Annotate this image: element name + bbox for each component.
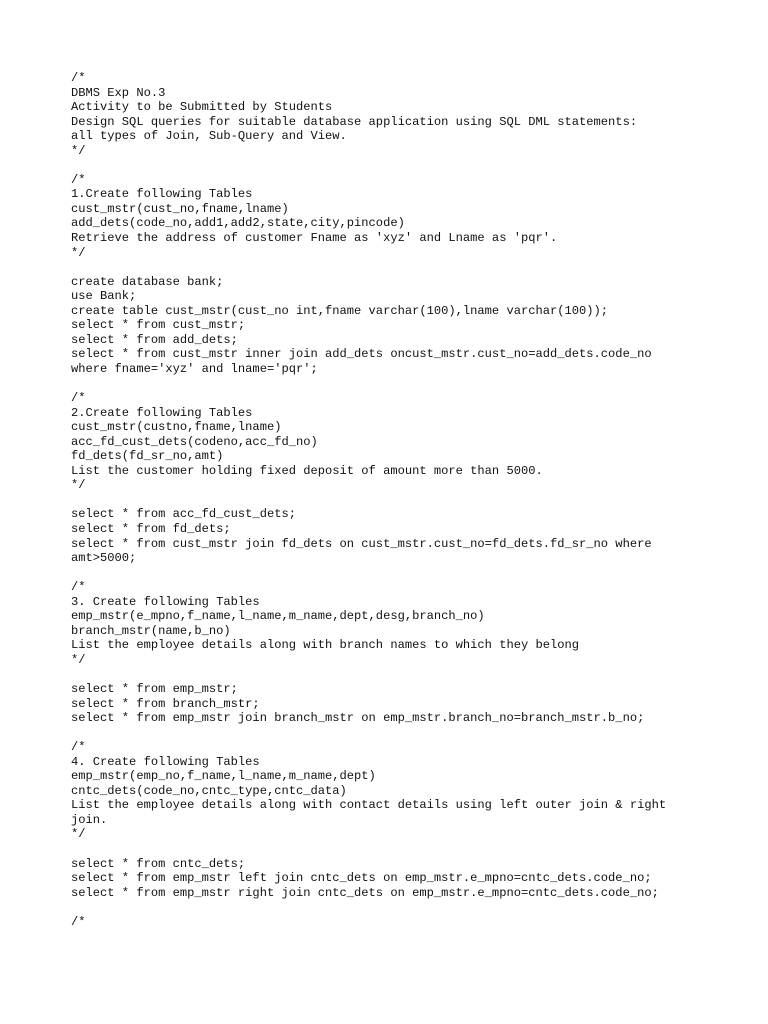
text-line: Design SQL queries for suitable database application using SQL DML statements:: [71, 114, 638, 129]
blank-line: [71, 726, 741, 741]
code-line: select * from emp_mstr right join cntc_dets on emp_mstr.e_mpno=cntc_dets.code_no;: [71, 885, 659, 900]
text-line: /*: [71, 172, 86, 187]
text-block: [71, 71, 741, 158]
text-line: join.: [71, 812, 108, 827]
text-line: 3. Create following Tables: [71, 594, 260, 609]
text-line: List the employee details along with contact details using left outer join & right: [71, 798, 667, 813]
code-line: select * from add_dets;: [71, 332, 238, 347]
text-block: [71, 391, 741, 493]
blank-line: [71, 667, 741, 682]
text-line: List the employee details along with branch names to which they belong: [71, 638, 580, 653]
code-line: use Bank;: [71, 289, 137, 304]
text-line: DBMS Exp No.3: [71, 85, 166, 100]
code-line: create table cust_mstr(cust_no int,fname varchar(100),lname varchar(100));: [71, 303, 609, 318]
text-line: /*: [71, 71, 86, 85]
code-block: [71, 857, 741, 901]
text-line: /*: [71, 391, 86, 406]
text-line: emp_mstr(emp_no,f_name,l_name,m_name,dept): [71, 769, 376, 784]
code-line: select * from cust_mstr join fd_dets on cust_mstr.cust_no=fd_dets.fd_sr_no where: [71, 536, 652, 551]
code-line: select * from cust_mstr;: [71, 318, 246, 333]
text-line: add_dets(code_no,add1,add2,state,city,pincode): [71, 216, 405, 231]
document-page: [71, 71, 741, 929]
text-block: [71, 915, 741, 930]
text-line: */: [71, 478, 86, 493]
text-line: */: [71, 827, 86, 842]
text-line: /*: [71, 740, 86, 755]
code-line: select * from cust_mstr inner join add_dets oncust_mstr.cust_no=add_dets.code_no: [71, 347, 652, 362]
text-line: List the customer holding fixed deposit of amount more than 5000.: [71, 463, 543, 478]
blank-line: [71, 493, 741, 508]
text-block: [71, 173, 741, 260]
code-line: select * from emp_mstr left join cntc_dets on emp_mstr.e_mpno=cntc_dets.code_no;: [71, 871, 652, 886]
code-block: [71, 275, 741, 377]
text-line: emp_mstr(e_mpno,f_name,l_name,m_name,dept,desg,branch_no): [71, 609, 485, 624]
blank-line: [71, 842, 741, 857]
code-block: [71, 507, 741, 565]
text-line: Retrieve the address of customer Fname as 'xyz' and Lname as 'pqr'.: [71, 231, 558, 246]
text-line: */: [71, 652, 86, 667]
code-line: select * from emp_mstr;: [71, 681, 238, 696]
text-line: /*: [71, 914, 86, 929]
text-line: 1.Create following Tables: [71, 187, 253, 202]
code-line: select * from cntc_dets;: [71, 856, 246, 871]
text-line: cntc_dets(code_no,cntc_type,cntc_data): [71, 783, 347, 798]
text-line: cust_mstr(custno,fname,lname): [71, 420, 282, 435]
text-block: [71, 580, 741, 667]
text-line: Activity to be Submitted by Students: [71, 100, 333, 115]
text-line: fd_dets(fd_sr_no,amt): [71, 449, 224, 464]
code-line: select * from branch_mstr;: [71, 696, 260, 711]
text-line: 4. Create following Tables: [71, 754, 260, 769]
text-line: cust_mstr(cust_no,fname,lname): [71, 201, 289, 216]
code-line: amt>5000;: [71, 551, 137, 566]
code-line: select * from fd_dets;: [71, 521, 231, 536]
text-line: /*: [71, 580, 86, 595]
code-line: select * from acc_fd_cust_dets;: [71, 507, 296, 522]
text-line: branch_mstr(name,b_no): [71, 623, 231, 638]
blank-line: [71, 260, 741, 275]
text-line: all types of Join, Sub-Query and View.: [71, 129, 347, 144]
blank-line: [71, 376, 741, 391]
text-block: [71, 740, 741, 842]
code-line: create database bank;: [71, 274, 224, 289]
code-line: select * from emp_mstr join branch_mstr on emp_mstr.branch_no=branch_mstr.b_no;: [71, 711, 645, 726]
blank-line: [71, 900, 741, 915]
code-line: where fname='xyz' and lname='pqr';: [71, 361, 318, 376]
text-line: acc_fd_cust_dets(codeno,acc_fd_no): [71, 434, 318, 449]
text-line: */: [71, 143, 86, 158]
blank-line: [71, 566, 741, 581]
code-block: [71, 682, 741, 726]
blank-line: [71, 158, 741, 173]
text-line: */: [71, 245, 86, 260]
text-line: 2.Create following Tables: [71, 405, 253, 420]
